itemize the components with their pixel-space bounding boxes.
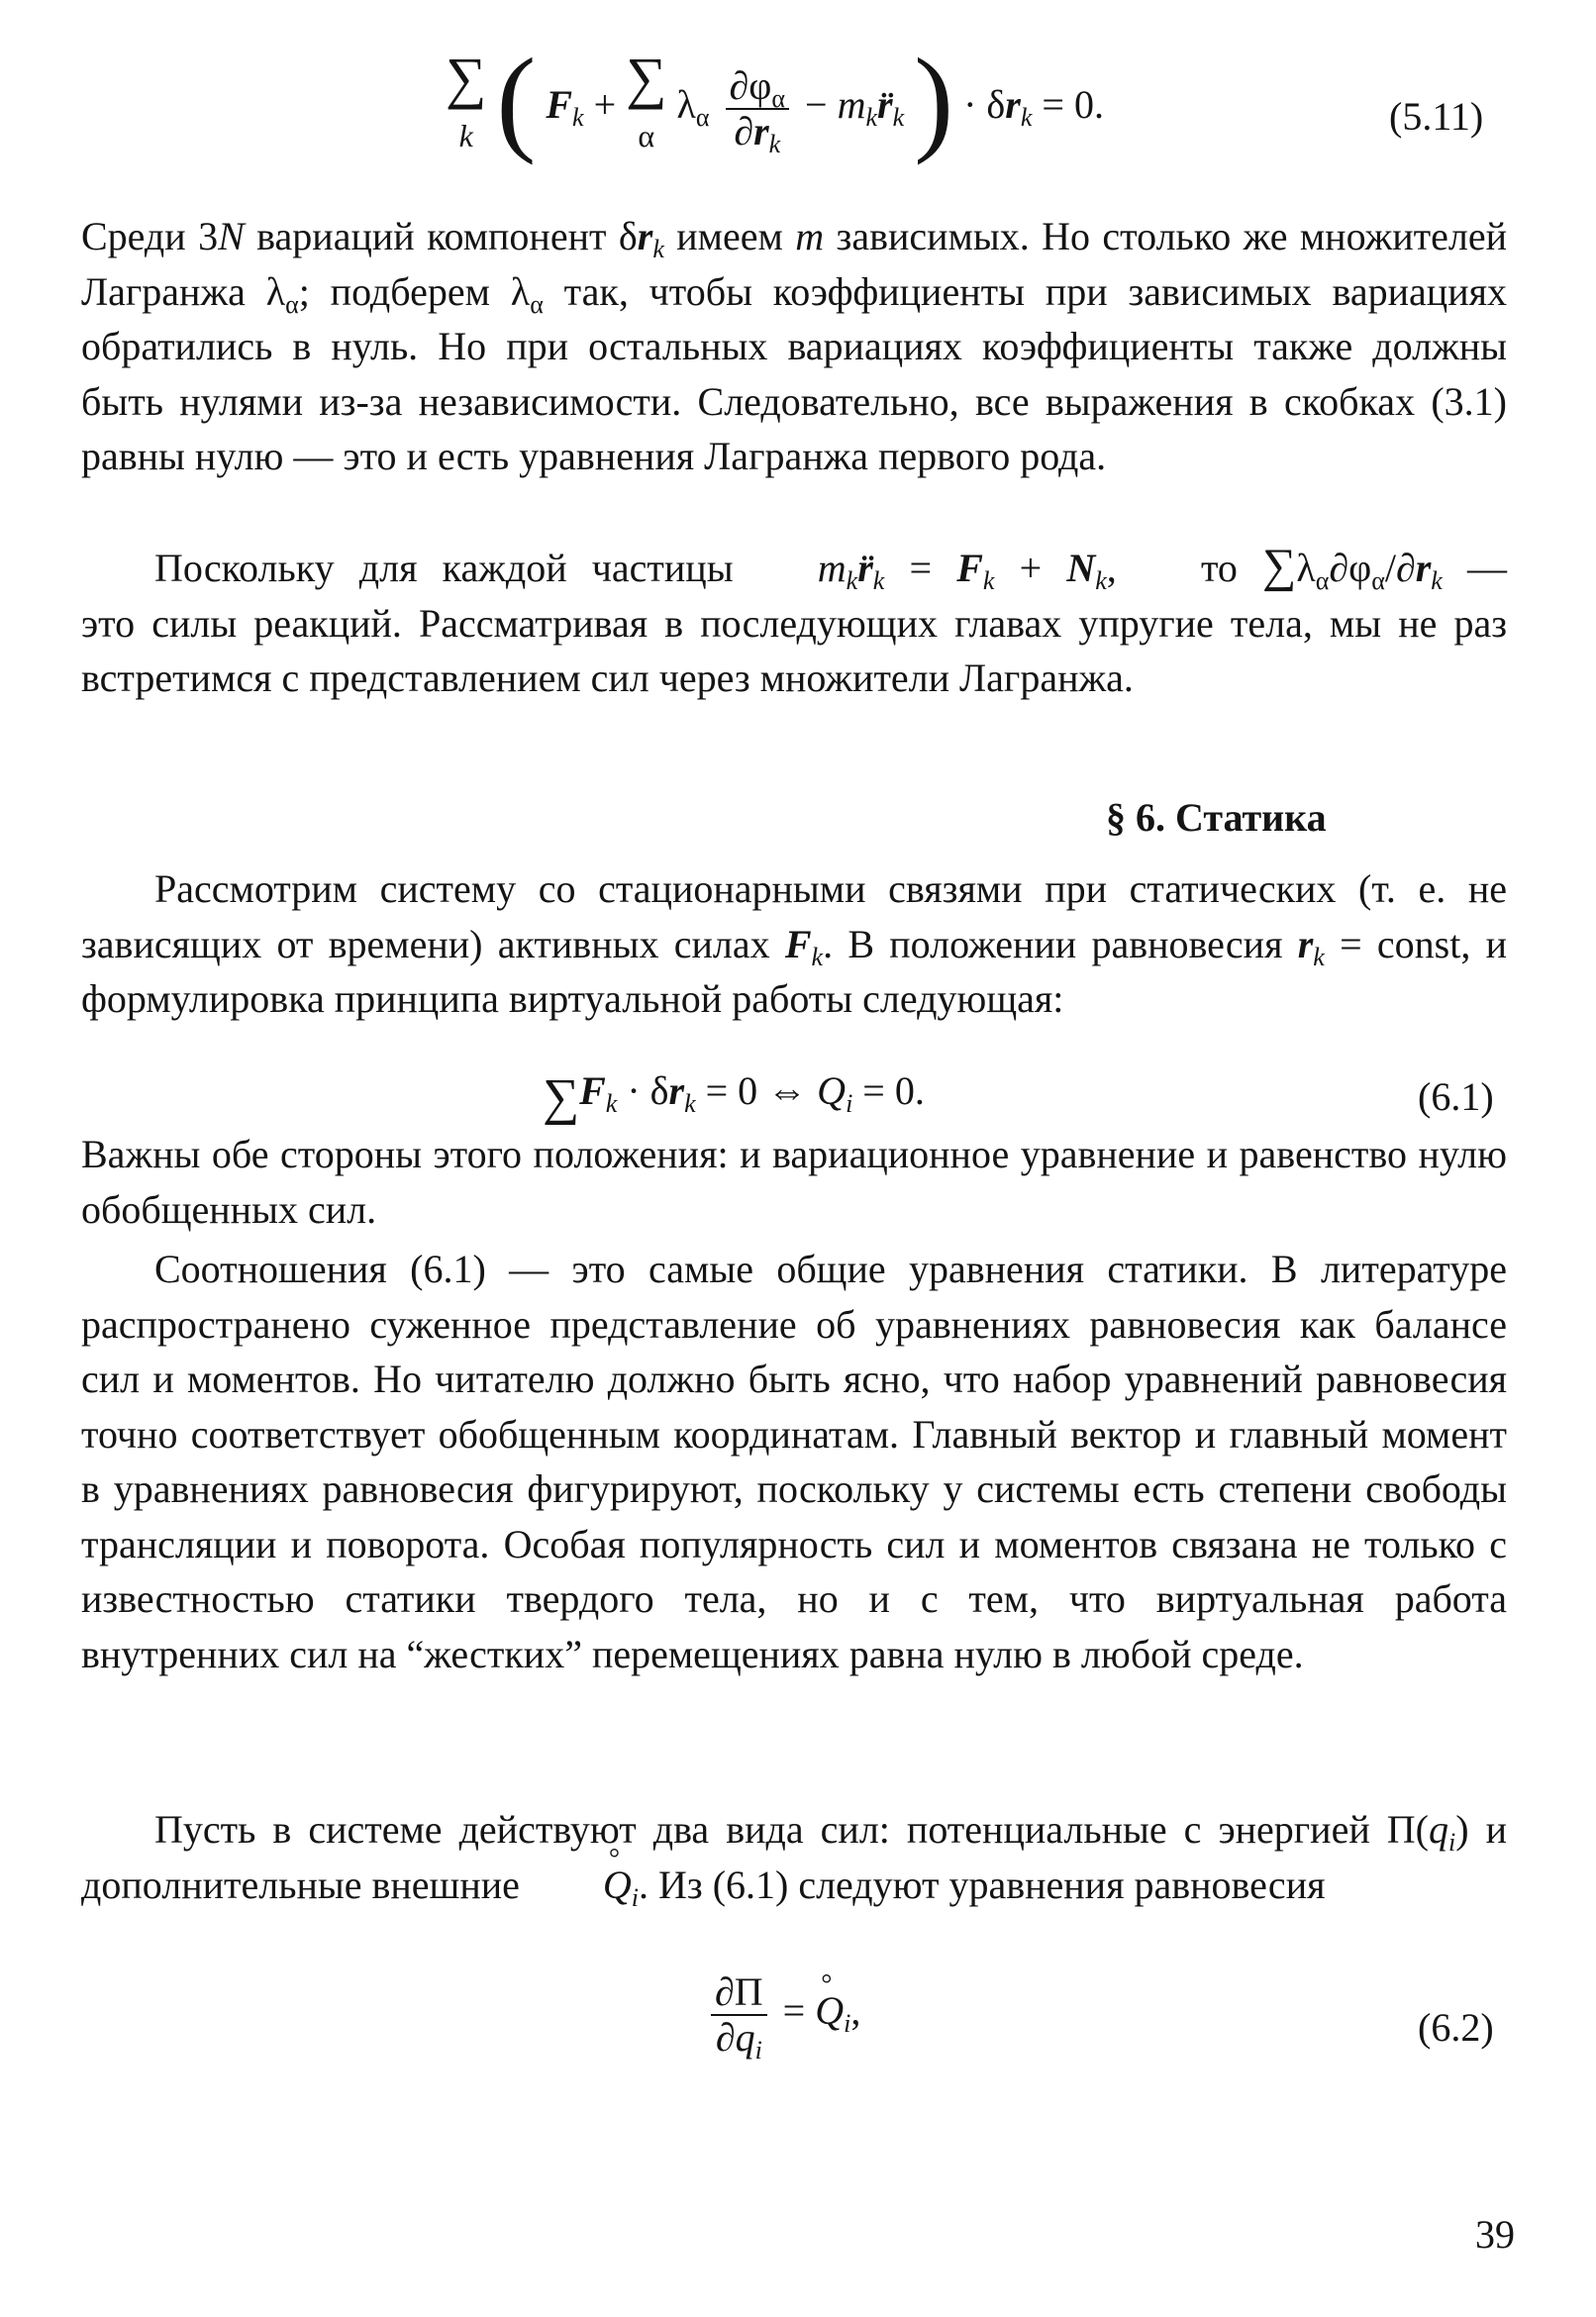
page-number: 39 — [1475, 2212, 1515, 2257]
paragraph-6: Пусть в системе действуют два вида сил: потенциальные с энергией $П(q_i)$ и дополнительные внешние ° $Q_i$. Из (6.1) следуют уравнения равновесия — [81, 1802, 1507, 1912]
equation-6-2: $\frac{\partial П}{\partial q_i}$ = ° $Q_i$, — [705, 1970, 860, 2060]
equation-6-1-number: (6.1) — [1418, 1074, 1494, 1119]
equation-5-11-number: (5.11) — [1389, 94, 1484, 139]
equation-5-11: ∑ k ( $F_k$ + ∑ α $\lambda_\alpha$ $\frac{\partial\varphi_\alpha}{\partial r_k}$ − $m_kr̈_k$ ) · $\delta r_k = 0$. — [446, 34, 1104, 166]
paragraph-2: Поскольку для каждой частицы $m_kr̈_k = F_k + N_k$, то $\sum\lambda_\alpha\partial\varphi_\alpha/\partial r_k$ — это силы реакций. Рассматривая в последующих главах упругие тела, мы не раз встретимся с представлением сил через множители Лагранжа. — [81, 540, 1508, 700]
paragraph-5: Соотношения (6.1) — это самые общие уравнения статики. В литературе распространено суженное представление об уравнениях равновесия как балансе сил и моментов. Но читателю должно быть ясно, что набор уравнений равновесия точно соответствует обобщенным координатам. Главный вектор и главный момент в уравнениях равновесия фигурируют, поскольку у системы есть степени свободы трансляции и поворота. Особая популярность сил и моментов связана не только с известностью статики твердого тела, но и с тем, что виртуальная работа внутренних сил на “жестких” перемещениях равна нулю в любой среде. — [81, 1247, 1507, 1676]
section-heading: § 6. Статика — [1106, 795, 1327, 840]
paragraph-3: Рассмотрим систему со стационарными связями при статических (т. е. не зависящих от времени) активных силах $F_k$. В положении равновесия $r_k$ = const, и формулировка принципа виртуальной работы следующая: — [81, 866, 1507, 1021]
paragraph-1: Среди 3N вариаций компонент $\delta r_k$ имеем m зависимых. Но столько же множителей Лагранжа $\lambda_\alpha$; подберем $\lambda_\alpha$ так, чтобы коэффициенты при зависимых вариациях обратились в нуль. Но при остальных вариациях коэффициенты также должны быть нулями из-за независимости. Следовательно, все выражения в скобках (3.1) равны нулю — это и есть уравнения Лагранжа первого рода. — [81, 214, 1508, 478]
equation-6-2-number: (6.2) — [1418, 2005, 1494, 2050]
paragraph-4: Важны обе стороны этого положения: и вариационное уравнение и равенство нулю обобщенных сил. — [81, 1132, 1507, 1232]
equation-6-1: $\sum F_k \cdot \delta r_k = 0$ ⇔ $Q_i = 0$. — [543, 1068, 925, 1126]
